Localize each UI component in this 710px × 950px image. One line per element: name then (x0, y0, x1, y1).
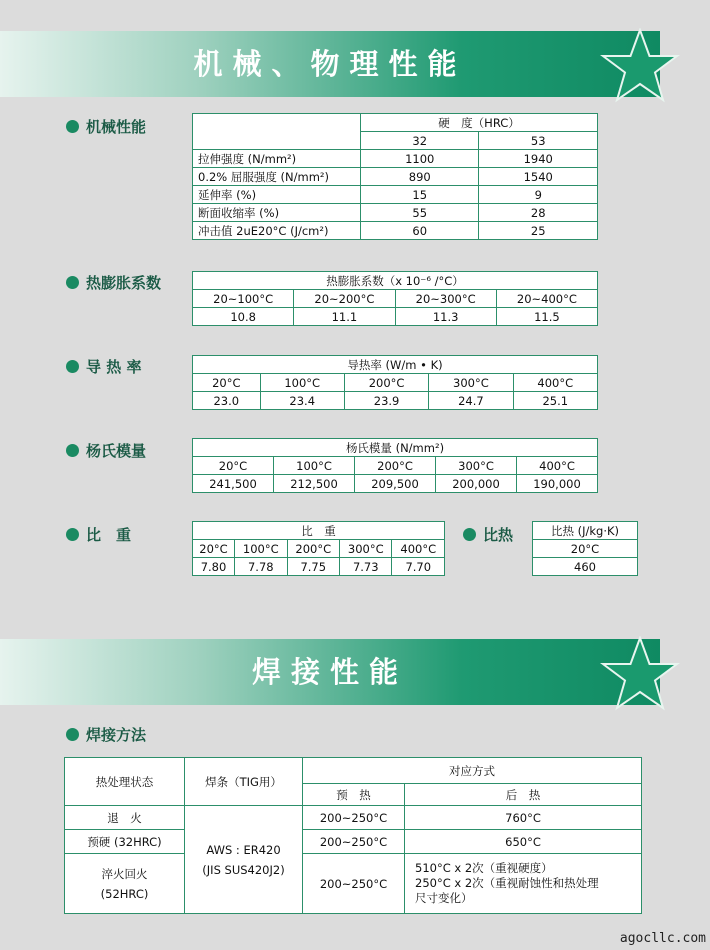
col-header: 400°C (513, 374, 597, 392)
banner-welding (0, 639, 660, 705)
row-label: 0.2% 屈服强度 (N/mm²) (193, 168, 361, 186)
table-row (65, 854, 642, 914)
table-header: 导热率 (W/m • K) (193, 356, 598, 374)
cell: 23.9 (344, 392, 428, 410)
state-line: 淬火回火 (101, 866, 148, 881)
table-row (193, 168, 598, 186)
col-header: 20°C (533, 540, 638, 558)
col-header: 53 (479, 132, 598, 150)
cell: 24.7 (429, 392, 513, 410)
cell: 28 (479, 204, 598, 222)
cell: 25 (479, 222, 598, 240)
section-label-welding-method: 焊接方法 (66, 724, 146, 745)
rod-line: AWS : ER420 (206, 842, 281, 857)
cell: 1940 (479, 150, 598, 168)
cell: 10.8 (193, 308, 294, 326)
bullet-icon (463, 528, 476, 541)
postheat-line: 尺寸变化） (415, 891, 473, 905)
cell: 241,500 (193, 475, 274, 493)
table-row (65, 806, 642, 830)
watermark: agocllc.com (619, 931, 706, 946)
banner-title: 焊接性能 (251, 655, 408, 689)
cell-preheat: 200~250°C (303, 806, 405, 830)
table-header: 热膨胀系数（x 10⁻⁶ /°C） (193, 272, 598, 290)
cell: 23.4 (260, 392, 344, 410)
cell: 7.73 (340, 558, 392, 576)
cell: 209,500 (355, 475, 436, 493)
section-label-conductivity: 导 热 率 (66, 356, 141, 377)
section-label-specific-heat: 比热 (463, 524, 513, 545)
col-header: 20~100°C (193, 290, 294, 308)
col-header: 400°C (392, 540, 445, 558)
col-header: 200°C (355, 457, 436, 475)
section-label-mechanical: 机械性能 (66, 116, 146, 137)
table-row (193, 150, 598, 168)
mechanical-table (192, 113, 598, 240)
section-label-youngs-modulus: 杨氏模量 (66, 440, 146, 461)
cell: 190,000 (517, 475, 598, 493)
col-header: 20~200°C (294, 290, 395, 308)
col-header: 300°C (436, 457, 517, 475)
star-icon (600, 28, 680, 104)
row-label: 延伸率 (%) (193, 186, 361, 204)
cell-rod (185, 806, 303, 914)
cell: 55 (361, 204, 479, 222)
youngs-modulus-table (192, 438, 598, 493)
col-header: 20°C (193, 374, 261, 392)
cell-preheat: 200~250°C (303, 830, 405, 854)
bullet-icon (66, 444, 79, 457)
cell: 7.78 (235, 558, 287, 576)
cell-state: 预硬 (32HRC) (65, 830, 185, 854)
header-method: 对应方式 (303, 758, 642, 784)
header-preheat: 预 热 (303, 784, 405, 806)
banner-mechanical-physical (0, 31, 660, 97)
bullet-icon (66, 276, 79, 289)
cell: 7.80 (193, 558, 235, 576)
density-table (192, 521, 445, 576)
postheat-line: 510°C x 2次（重视硬度） (415, 861, 553, 875)
cell: 1100 (361, 150, 479, 168)
table-header: 杨氏模量 (N/mm²) (193, 439, 598, 457)
specific-heat-table (532, 521, 638, 576)
table-header: 比 重 (193, 522, 445, 540)
cell: 15 (361, 186, 479, 204)
col-header: 300°C (340, 540, 392, 558)
header-postheat: 后 热 (405, 784, 642, 806)
hardness-header: 硬 度（HRC） (361, 114, 598, 132)
cell: 890 (361, 168, 479, 186)
bullet-icon (66, 728, 79, 741)
table-row (65, 830, 642, 854)
cell: 212,500 (274, 475, 355, 493)
col-header: 20~300°C (395, 290, 496, 308)
welding-table (64, 757, 642, 914)
section-label-density: 比 重 (66, 524, 131, 545)
col-header: 200°C (344, 374, 428, 392)
col-header: 100°C (235, 540, 287, 558)
table-header: 比热 (J/kg·K) (533, 522, 638, 540)
table-row (193, 222, 598, 240)
cell-preheat: 200~250°C (303, 854, 405, 914)
cell: 9 (479, 186, 598, 204)
cell: 7.70 (392, 558, 445, 576)
table-row (193, 204, 598, 222)
cell-postheat: 650°C (405, 830, 642, 854)
header-rod: 焊条（TIG用） (185, 758, 303, 806)
col-header: 20~400°C (496, 290, 597, 308)
banner-title: 机械、物理性能 (193, 47, 467, 81)
cell: 11.1 (294, 308, 395, 326)
table-row (193, 186, 598, 204)
header-state: 热处理状态 (65, 758, 185, 806)
conductivity-table (192, 355, 598, 410)
bullet-icon (66, 528, 79, 541)
col-header: 20°C (193, 540, 235, 558)
col-header: 32 (361, 132, 479, 150)
col-header: 100°C (260, 374, 344, 392)
col-header: 200°C (287, 540, 339, 558)
cell: 60 (361, 222, 479, 240)
cell-postheat: 760°C (405, 806, 642, 830)
cell-postheat (405, 854, 642, 914)
cell: 200,000 (436, 475, 517, 493)
col-header: 400°C (517, 457, 598, 475)
cell-state: 退 火 (65, 806, 185, 830)
state-line: (52HRC) (100, 886, 149, 901)
star-icon (600, 636, 680, 712)
col-header: 20°C (193, 457, 274, 475)
bullet-icon (66, 360, 79, 373)
thermal-expansion-table (192, 271, 598, 326)
cell: 1540 (479, 168, 598, 186)
col-header: 300°C (429, 374, 513, 392)
row-label: 断面收缩率 (%) (193, 204, 361, 222)
cell: 23.0 (193, 392, 261, 410)
cell: 460 (533, 558, 638, 576)
rod-line: (JIS SUS420J2) (202, 862, 285, 877)
cell: 11.3 (395, 308, 496, 326)
bullet-icon (66, 120, 79, 133)
row-label: 冲击值 2uE20°C (J/cm²) (193, 222, 361, 240)
cell: 25.1 (513, 392, 597, 410)
section-label-thermal-expansion: 热膨胀系数 (66, 272, 161, 293)
row-label: 拉伸强度 (N/mm²) (193, 150, 361, 168)
blank-cell (193, 114, 361, 150)
cell: 7.75 (287, 558, 339, 576)
cell-state (65, 854, 185, 914)
col-header: 100°C (274, 457, 355, 475)
cell: 11.5 (496, 308, 597, 326)
postheat-line: 250°C x 2次（重视耐蚀性和热处理 (415, 876, 599, 890)
